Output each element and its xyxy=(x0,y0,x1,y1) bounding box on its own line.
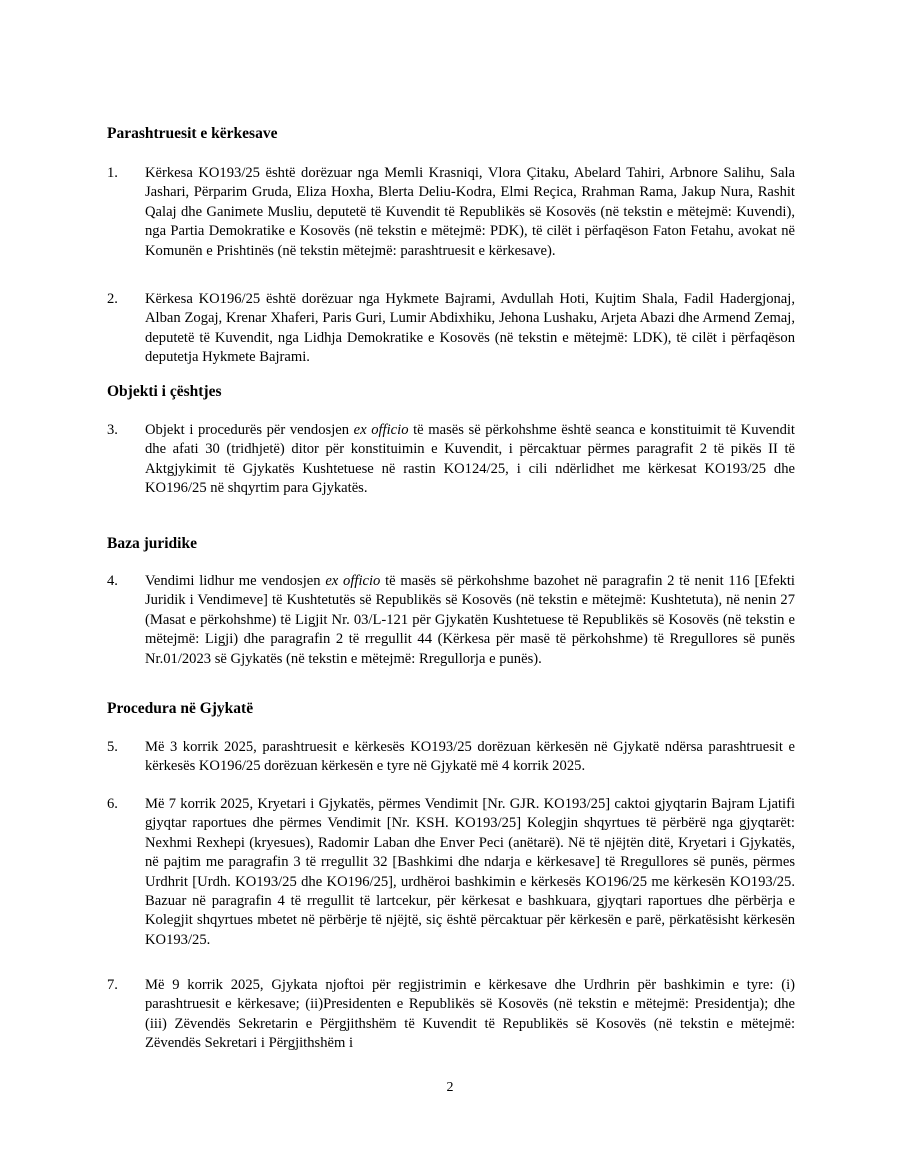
page-number: 2 xyxy=(446,1080,454,1095)
paragraph-text: Objekt i procedurës për vendosjen ex officio të masës së përkohshme është seanca e konstituimit të Kuvendit dhe afati 30 (tridhjetë) ditor për konstituimin e Kuvendit, i përcaktuar përmes paragrafit 2 të pikës II të Aktgjykimit të Gjykatës Kushtetuese në rastin KO124/25, i cili ndërlidhet me kërkesat KO193/25 dhe KO196/25 në shqyrtim para Gjykatës. xyxy=(145,422,795,497)
section-heading-legal-basis: Baza juridike xyxy=(107,535,197,552)
paragraph-number: 4. xyxy=(107,573,118,589)
paragraph-number: 5. xyxy=(107,739,118,755)
paragraph-text: Kërkesa KO196/25 është dorëzuar nga Hykmete Bajrami, Avdullah Hoti, Kujtim Shala, Fadil Hadergjonaj, Alban Zogaj, Krenar Xhaferi, Paris Guri, Lumir Abdixhiku, Jehona Lushaku, Arjeta Abazi dhe Armend Zemaj, deputetë të Kuvendit, nga Lidhja Demokratike e Kosovës (në tekstin e mëtejmë: LDK), të cilët i përfaqëson deputetja Hykmete Bajrami. xyxy=(145,291,795,366)
section-heading-subject: Objekti i çështjes xyxy=(107,383,222,400)
section-heading-submitters: Parashtruesit e kërkesave xyxy=(107,125,278,142)
paragraph-number: 2. xyxy=(107,291,118,307)
paragraph-number: 7. xyxy=(107,977,118,993)
paragraph-number: 3. xyxy=(107,422,118,438)
paragraph-text: Kërkesa KO193/25 është dorëzuar nga Memli Krasniqi, Vlora Çitaku, Abelard Tahiri, Arbnore Salihu, Sala Jashari, Përparim Gruda, Eliza Hoxha, Blerta Deliu-Kodra, Elmi Reçica, Rrahman Rama, Jakup Nura, Rashit Qalaj dhe Ganimete Musliu, deputetë të Kuvendit të Republikës së Kosovës (në tekstin e mëtejmë: Kuvendi), nga Partia Demokratike e Kosovës (në tekstin e mëtejmë: PDK), të cilët i përfaqëson Faton Fetahu, avokat në Komunën e Prishtinës (në tekstin mëtejmë: parashtruesit e kërkesave). xyxy=(145,165,795,259)
paragraph-number: 6. xyxy=(107,796,118,812)
paragraph-text: Më 3 korrik 2025, parashtruesit e kërkesës KO193/25 dorëzuan kërkesën në Gjykatë ndërsa parashtruesit e kërkesës KO196/25 dorëzuan kërkesën e tyre në Gjykatë më 4 korrik 2025. xyxy=(145,739,795,775)
paragraph-number: 1. xyxy=(107,165,118,181)
section-heading-procedure: Procedura në Gjykatë xyxy=(107,700,254,717)
italic-term: ex officio xyxy=(325,573,381,589)
paragraph-text: Më 9 korrik 2025, Gjykata njoftoi për regjistrimin e kërkesave dhe Urdhrin për bashkimin e tyre: (i) parashtruesit e kërkesave; (ii)Presidenten e Republikës së Kosovës (në tekstin e mëtejmë: Presidentja); dhe (iii) Zëvendës Sekretarin e Përgjithshëm të Kuvendit të Republikës së Kosovës (në tekstin e mëtejmë: Zëvendës Sekretari i Përgjithshëm i xyxy=(145,977,795,1052)
italic-term: ex officio xyxy=(353,422,409,438)
paragraph-text: Më 7 korrik 2025, Kryetari i Gjykatës, përmes Vendimit [Nr. GJR. KO193/25] caktoi gjyqtarin Bajram Ljatifi gjyqtar raportues dhe përmes Vendimit [Nr. KSH. KO193/25] Kolegjin shqyrtues të përbërë nga gjyqtarët: Nexhmi Rexhepi (kryesues), Radomir Laban dhe Enver Peci (anëtarë). Në të njëjtën ditë, Kryetari i Gjykatës, në pajtim me paragrafin 3 të rregullit 32 [Bashkimi dhe ndarja e kërkesave] të Rregullores së punës, përmes Urdhrit [Urdh. KO193/25 dhe KO196/25], urdhëroi bashkimin e kërkesës KO196/25 me kërkesën KO193/25. Bazuar në paragrafin 4 të rregullit të lartcekur, për kërkesat e bashkuara, gjyqtari raportues dhe përbërja e Kolegjit shqyrtues mbetet në përbërje të njëjtë, siç është përcaktuar për kërkesën e parë, përkatësisht kërkesën KO193/25. xyxy=(145,796,795,948)
paragraph-text: Vendimi lidhur me vendosjen ex officio të masës së përkohshme bazohet në paragrafin 2 të nenit 116 [Efekti Juridik i Vendimeve] të Kushtetutës së Republikës së Kosovës (në tekstin e mëtejmë: Kushtetuta), në nenin 27 (Masat e përkohshme) të Ligjit Nr. 03/L-121 për Gjykatën Kushtetuese të Republikës së Kosovës (në tekstin e mëtejmë: Ligji) dhe paragrafin 2 të rregullit 44 (Kërkesa për masë të përkohshme) të Rregullores së punës Nr.01/2023 së Gjykatës (në tekstin e mëtejmë: Rregullorja e punës). xyxy=(145,573,795,667)
